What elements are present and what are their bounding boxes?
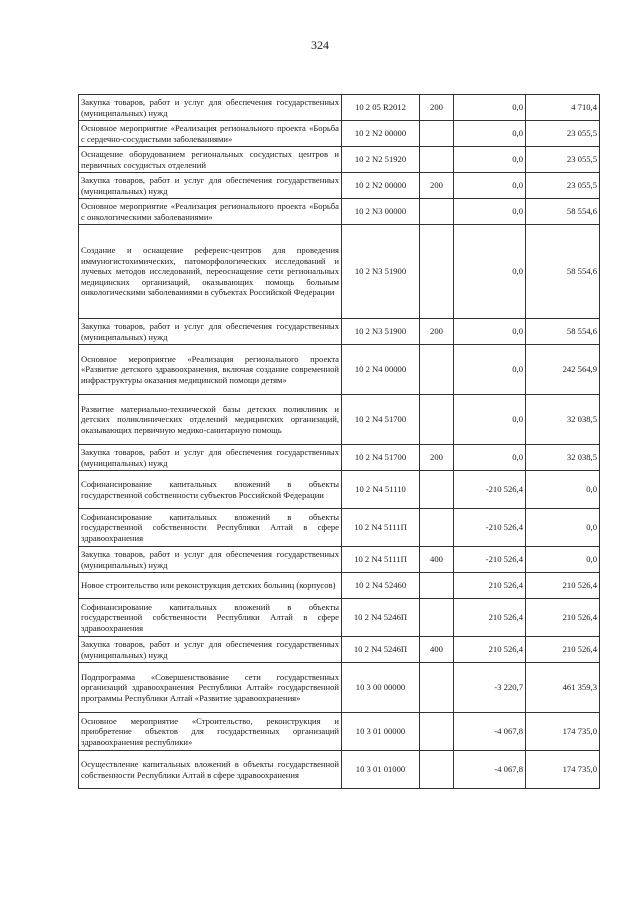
row-code: 10 2 N3 00000 xyxy=(342,199,420,225)
table-row xyxy=(79,445,600,471)
table-row xyxy=(79,345,600,395)
row-total-amount: 461 359,3 xyxy=(526,663,600,713)
row-name: Осуществление капитальных вложений в объекты государственной собственности Республики Алтай в сфере здравоохранения xyxy=(79,751,342,789)
row-expense-type: 200 xyxy=(420,319,454,345)
row-name: Оснащение оборудованием региональных сосудистых центров и первичных сосудистых отделений xyxy=(79,147,342,173)
table-row xyxy=(79,319,600,345)
row-expense-type xyxy=(420,509,454,547)
row-name: Основное мероприятие «Реализация регионального проекта «Борьба с сердечно-сосудистыми заболеваниями» xyxy=(79,121,342,147)
table-row xyxy=(79,225,600,319)
row-change-amount: -4 067,8 xyxy=(454,713,526,751)
row-total-amount: 23 055,5 xyxy=(526,173,600,199)
row-code: 10 2 N4 00000 xyxy=(342,345,420,395)
row-code: 10 2 N4 5246П xyxy=(342,637,420,663)
row-name: Софинансирование капитальных вложений в объекты государственной собственности Республики Алтай в сфере здравоохранения xyxy=(79,599,342,637)
table-row xyxy=(79,547,600,573)
row-name: Развитие материально-технической базы детских поликлиник и детских поликлинических отделений медицинских организаций, оказывающих первичную медико-санитарную помощь xyxy=(79,395,342,445)
row-code: 10 2 N2 00000 xyxy=(342,121,420,147)
row-change-amount: 0,0 xyxy=(454,173,526,199)
table-row xyxy=(79,599,600,637)
row-total-amount: 174 735,0 xyxy=(526,713,600,751)
row-total-amount: 210 526,4 xyxy=(526,637,600,663)
table-row xyxy=(79,173,600,199)
table-row xyxy=(79,663,600,713)
row-code: 10 2 N4 51110 xyxy=(342,471,420,509)
row-change-amount: 0,0 xyxy=(454,121,526,147)
row-change-amount: 0,0 xyxy=(454,199,526,225)
row-change-amount: 0,0 xyxy=(454,95,526,121)
row-expense-type xyxy=(420,147,454,173)
row-change-amount: 210 526,4 xyxy=(454,599,526,637)
row-code: 10 3 01 01000 xyxy=(342,751,420,789)
row-expense-type: 200 xyxy=(420,95,454,121)
row-change-amount: 0,0 xyxy=(454,395,526,445)
row-change-amount: 210 526,4 xyxy=(454,573,526,599)
table-row xyxy=(79,573,600,599)
row-code: 10 2 N4 5111П xyxy=(342,547,420,573)
table-row xyxy=(79,751,600,789)
row-name: Софинансирование капитальных вложений в объекты государственной собственности Республики Алтай в сфере здравоохранения xyxy=(79,509,342,547)
table-row xyxy=(79,199,600,225)
row-name: Закупка товаров, работ и услуг для обеспечения государственных (муниципальных) нужд xyxy=(79,319,342,345)
table-row xyxy=(79,509,600,547)
row-code: 10 2 N3 51900 xyxy=(342,225,420,319)
row-name: Закупка товаров, работ и услуг для обеспечения государственных (муниципальных) нужд xyxy=(79,547,342,573)
row-code: 10 2 N3 51900 xyxy=(342,319,420,345)
budget-table xyxy=(78,94,600,789)
row-code: 10 2 05 R2012 xyxy=(342,95,420,121)
row-expense-type: 200 xyxy=(420,445,454,471)
row-name: Закупка товаров, работ и услуг для обеспечения государственных (муниципальных) нужд xyxy=(79,637,342,663)
row-total-amount: 23 055,5 xyxy=(526,147,600,173)
row-name: Основное мероприятие «Реализация регионального проекта «Развитие детского здравоохранения, включая создание современной инфраструктуры оказания медицинской помощи детям» xyxy=(79,345,342,395)
row-name: Новое строительство или реконструкция детских больниц (корпусов) xyxy=(79,573,342,599)
row-change-amount: -3 220,7 xyxy=(454,663,526,713)
row-change-amount: 0,0 xyxy=(454,225,526,319)
row-total-amount: 32 038,5 xyxy=(526,395,600,445)
row-expense-type xyxy=(420,345,454,395)
row-total-amount: 0,0 xyxy=(526,547,600,573)
row-total-amount: 174 735,0 xyxy=(526,751,600,789)
row-total-amount: 242 564,9 xyxy=(526,345,600,395)
row-name: Закупка товаров, работ и услуг для обеспечения государственных (муниципальных) нужд xyxy=(79,95,342,121)
row-expense-type xyxy=(420,713,454,751)
table-row xyxy=(79,95,600,121)
row-total-amount: 23 055,5 xyxy=(526,121,600,147)
row-total-amount: 4 710,4 xyxy=(526,95,600,121)
row-expense-type xyxy=(420,121,454,147)
row-code: 10 2 N4 5111П xyxy=(342,509,420,547)
row-change-amount: 0,0 xyxy=(454,445,526,471)
row-expense-type xyxy=(420,599,454,637)
table-body xyxy=(79,95,600,789)
row-change-amount: 0,0 xyxy=(454,147,526,173)
row-code: 10 2 N4 51700 xyxy=(342,395,420,445)
row-code: 10 2 N4 51700 xyxy=(342,445,420,471)
row-total-amount: 58 554,6 xyxy=(526,199,600,225)
row-expense-type: 400 xyxy=(420,547,454,573)
row-name: Основное мероприятие «Реализация регионального проекта «Борьба с онкологическими заболеваниями» xyxy=(79,199,342,225)
row-total-amount: 0,0 xyxy=(526,471,600,509)
row-code: 10 2 N4 5246П xyxy=(342,599,420,637)
row-name: Создание и оснащение референс-центров для проведения иммуногистохимических, патоморфологических исследований и лучевых методов исследований, переоснащение сети региональных медицинских организаций, оказывающих помощь больным онкологическими заболеваниями в субъектах Российской Федерации xyxy=(79,225,342,319)
row-expense-type xyxy=(420,225,454,319)
table-row xyxy=(79,637,600,663)
row-code: 10 2 N4 52460 xyxy=(342,573,420,599)
row-expense-type: 200 xyxy=(420,173,454,199)
row-total-amount: 210 526,4 xyxy=(526,573,600,599)
row-expense-type xyxy=(420,395,454,445)
row-name: Закупка товаров, работ и услуг для обеспечения государственных (муниципальных) нужд xyxy=(79,445,342,471)
row-expense-type xyxy=(420,663,454,713)
table-row xyxy=(79,713,600,751)
row-change-amount: -210 526,4 xyxy=(454,509,526,547)
row-expense-type: 400 xyxy=(420,637,454,663)
row-change-amount: 210 526,4 xyxy=(454,637,526,663)
row-expense-type xyxy=(420,471,454,509)
row-total-amount: 210 526,4 xyxy=(526,599,600,637)
table-row xyxy=(79,395,600,445)
row-name: Подпрограмма «Совершенствование сети государственных организаций здравоохранения Республики Алтай» государственной программы Республики Алтай «Развитие здравоохранения» xyxy=(79,663,342,713)
row-code: 10 2 N2 51920 xyxy=(342,147,420,173)
row-change-amount: 0,0 xyxy=(454,319,526,345)
row-code: 10 2 N2 00000 xyxy=(342,173,420,199)
row-expense-type xyxy=(420,199,454,225)
row-name: Софинансирование капитальных вложений в объекты государственной собственности субъектов Российской Федерации xyxy=(79,471,342,509)
row-code: 10 3 00 00000 xyxy=(342,663,420,713)
row-code: 10 3 01 00000 xyxy=(342,713,420,751)
row-change-amount: -210 526,4 xyxy=(454,471,526,509)
row-change-amount: -210 526,4 xyxy=(454,547,526,573)
row-total-amount: 58 554,6 xyxy=(526,319,600,345)
row-name: Закупка товаров, работ и услуг для обеспечения государственных (муниципальных) нужд xyxy=(79,173,342,199)
page-number: 324 xyxy=(311,38,329,52)
table-row xyxy=(79,471,600,509)
table-row xyxy=(79,147,600,173)
row-total-amount: 32 038,5 xyxy=(526,445,600,471)
row-total-amount: 58 554,6 xyxy=(526,225,600,319)
row-total-amount: 0,0 xyxy=(526,509,600,547)
row-expense-type xyxy=(420,573,454,599)
row-change-amount: -4 067,8 xyxy=(454,751,526,789)
row-change-amount: 0,0 xyxy=(454,345,526,395)
table-row xyxy=(79,121,600,147)
row-name: Основное мероприятие «Строительство, реконструкция и приобретение объектов для государственных организаций здравоохранения республики» xyxy=(79,713,342,751)
row-expense-type xyxy=(420,751,454,789)
